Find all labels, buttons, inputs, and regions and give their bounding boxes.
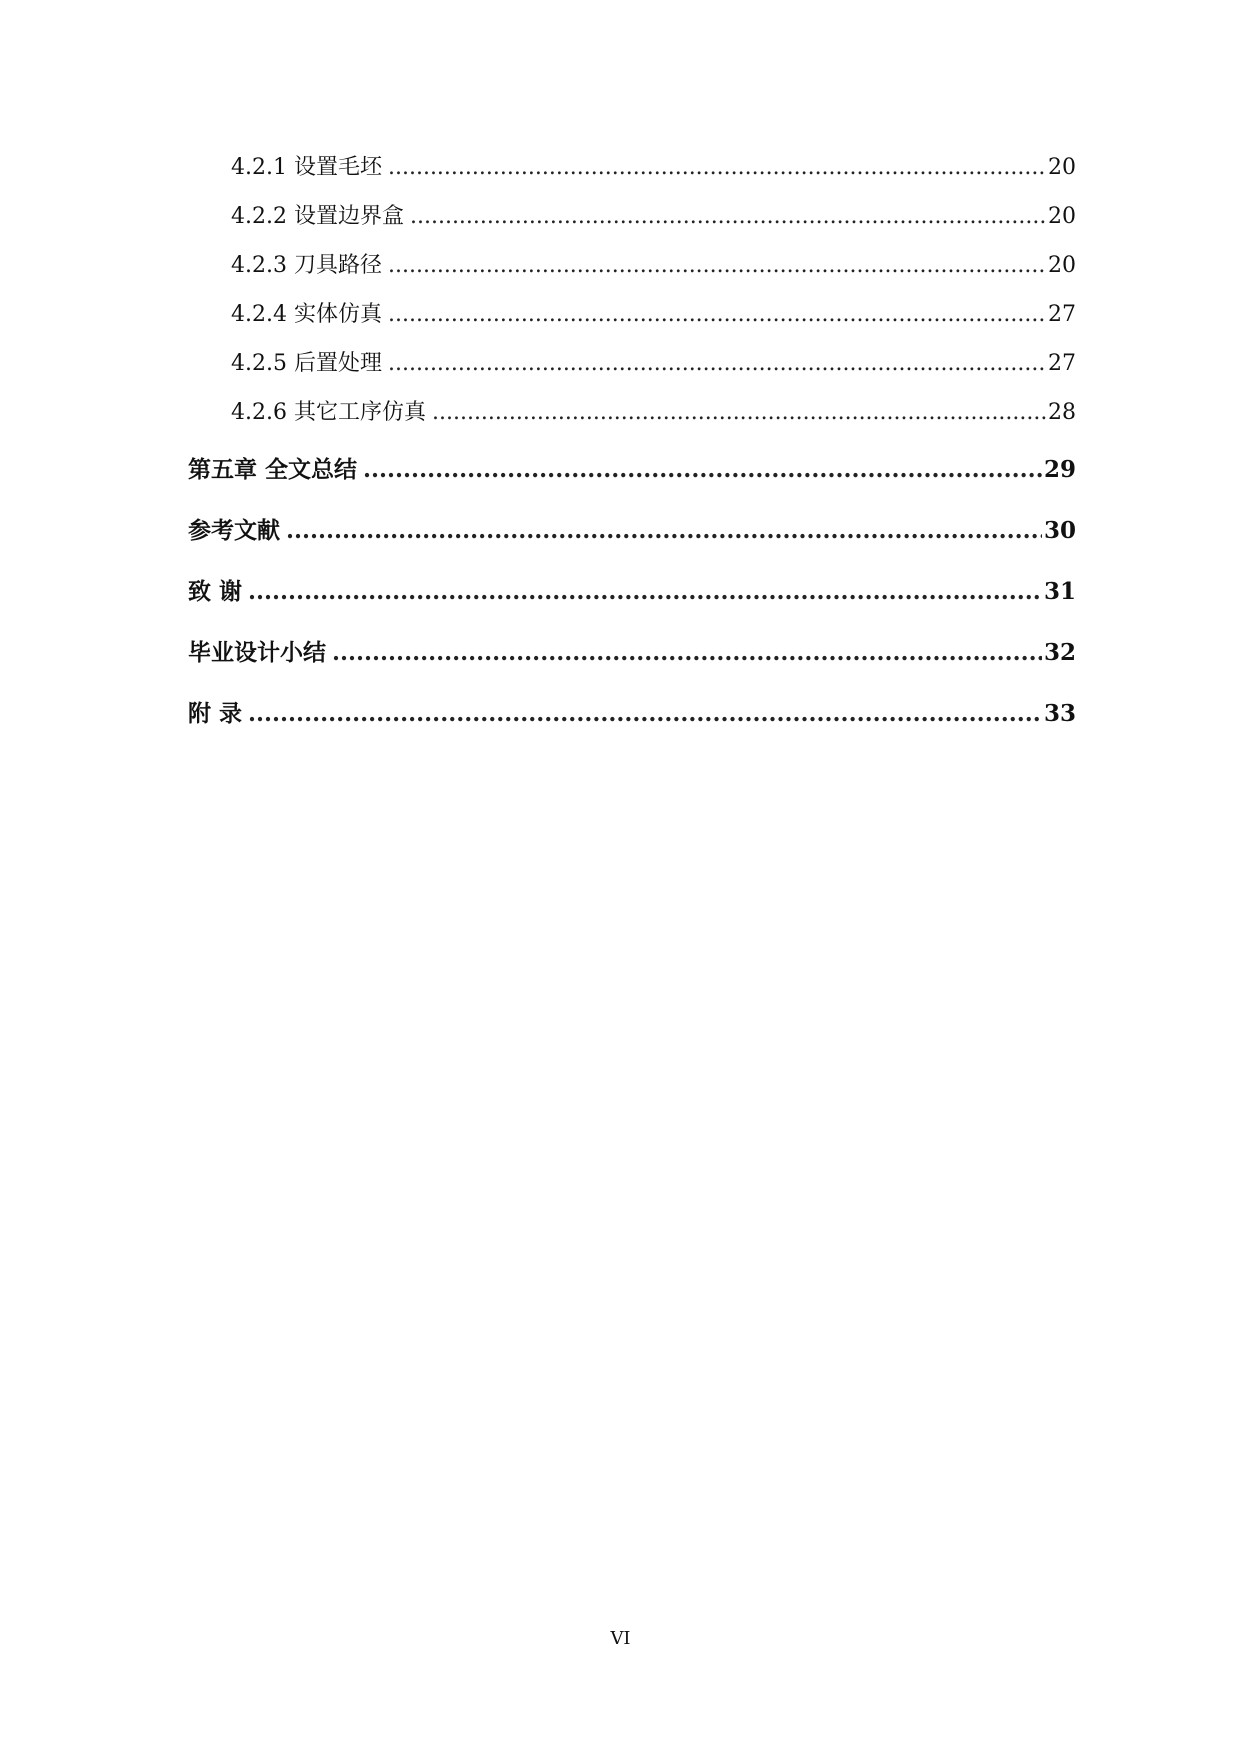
toc-page-number: 20 bbox=[1048, 155, 1076, 180]
toc-entry-references[interactable] bbox=[188, 512, 1076, 573]
toc-entry-appendix[interactable] bbox=[188, 695, 1076, 756]
toc-page-number: 28 bbox=[1048, 400, 1076, 425]
toc-entry-4-2-4[interactable] bbox=[188, 297, 1076, 346]
toc-dot-leader bbox=[388, 351, 1046, 376]
toc-page-number: 30 bbox=[1043, 517, 1076, 544]
toc-entry-title: 4.2.5 后置处理 bbox=[231, 351, 382, 376]
toc-entry-chapter-5[interactable] bbox=[188, 451, 1076, 512]
toc-entry-4-2-1[interactable] bbox=[188, 150, 1076, 199]
toc-entry-title: 附 录 bbox=[188, 700, 243, 727]
toc-page-number: 27 bbox=[1048, 302, 1076, 327]
toc-entry-title: 毕业设计小结 bbox=[188, 639, 326, 666]
toc-page-number: 33 bbox=[1043, 700, 1076, 727]
toc-dot-leader bbox=[388, 155, 1046, 180]
page-footer bbox=[0, 1628, 1241, 1649]
toc-dot-leader bbox=[432, 400, 1046, 425]
toc-entry-title: 第五章 全文总结 bbox=[188, 456, 358, 483]
toc-page-number: 32 bbox=[1043, 639, 1076, 666]
toc-dot-leader bbox=[332, 639, 1042, 666]
toc-entry-4-2-6[interactable] bbox=[188, 395, 1076, 444]
toc-entry-title: 4.2.3 刀具路径 bbox=[231, 253, 382, 278]
toc-page-number: 20 bbox=[1048, 253, 1076, 278]
toc-entry-4-2-2[interactable] bbox=[188, 199, 1076, 248]
toc-dot-leader bbox=[248, 700, 1042, 727]
toc-entry-title: 4.2.1 设置毛坯 bbox=[231, 155, 382, 180]
toc-entry-title: 4.2.4 实体仿真 bbox=[231, 302, 382, 327]
toc-page-number: 27 bbox=[1048, 351, 1076, 376]
page-number-label: VI bbox=[610, 1628, 631, 1649]
toc-page-number: 31 bbox=[1043, 578, 1076, 605]
toc-dot-leader bbox=[410, 204, 1046, 229]
toc-dot-leader bbox=[388, 302, 1046, 327]
toc-dot-leader bbox=[388, 253, 1046, 278]
toc-entry-title: 4.2.2 设置边界盒 bbox=[231, 204, 404, 229]
table-of-contents bbox=[188, 150, 1076, 756]
toc-entry-title: 参考文献 bbox=[188, 517, 280, 544]
toc-dot-leader bbox=[248, 578, 1042, 605]
toc-entry-acknowledgements[interactable] bbox=[188, 573, 1076, 634]
toc-entry-4-2-5[interactable] bbox=[188, 346, 1076, 395]
toc-dot-leader bbox=[286, 517, 1042, 544]
toc-entry-4-2-3[interactable] bbox=[188, 248, 1076, 297]
toc-entry-title: 4.2.6 其它工序仿真 bbox=[231, 400, 426, 425]
toc-dot-leader bbox=[363, 456, 1042, 483]
toc-entry-design-summary[interactable] bbox=[188, 634, 1076, 695]
toc-page-number: 20 bbox=[1048, 204, 1076, 229]
toc-entry-title: 致 谢 bbox=[188, 578, 243, 605]
toc-page-number: 29 bbox=[1043, 456, 1076, 483]
